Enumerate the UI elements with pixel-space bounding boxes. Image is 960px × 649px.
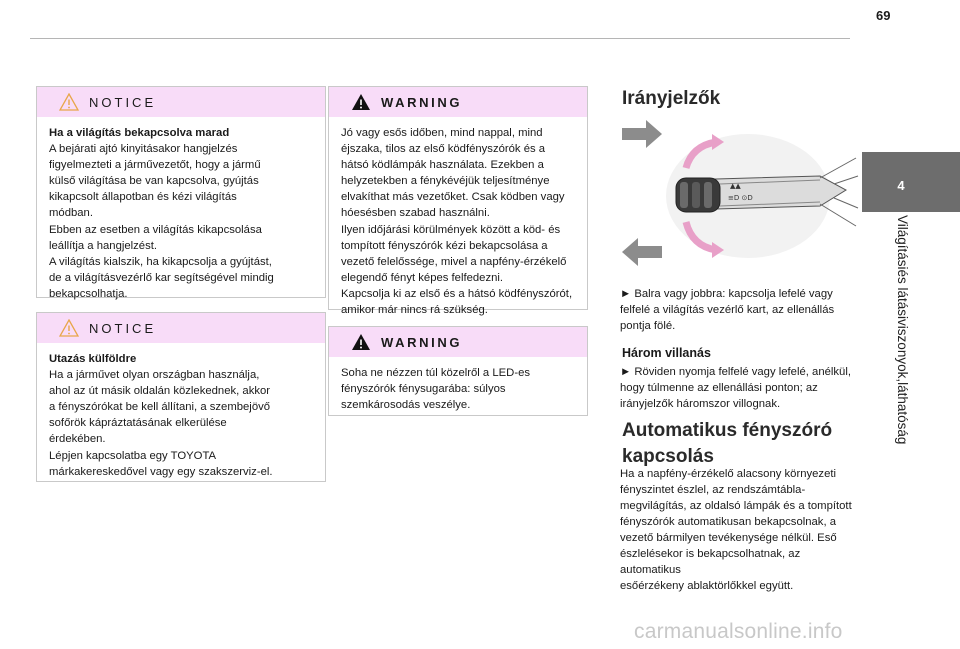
text-line: fényszórók automatikusan bekapcsolnak, a (620, 516, 837, 528)
right-arrow-icon (622, 120, 662, 148)
text-line: pontja fölé. (620, 320, 676, 332)
three-flashes-text (620, 364, 860, 412)
notice-box-lighting-left-on (36, 86, 326, 298)
top-rule (30, 38, 850, 39)
warning-box-fog-lights (328, 86, 588, 317)
text-line: felfelé a világítás vezérlő kart, az ellenállás (620, 304, 835, 316)
chapter-tab[interactable] (862, 152, 960, 212)
warning-triangle-icon (351, 93, 371, 111)
notice-title: Utazás külföldre (49, 353, 137, 365)
chapter-title: Világításiés látásiviszonyok,láthatóság (895, 215, 910, 445)
notice-body (37, 343, 325, 488)
warning-line: elvakíthat más vezetőket. Csak ködben vagy (341, 191, 565, 204)
svg-text:▲▲: ▲▲ (730, 182, 741, 190)
notice-line: ahol az út másik oldalán közlekednek, akkor (49, 385, 271, 398)
notice-line: Lépjen kapcsolatba egy TOYOTA (49, 449, 217, 462)
warning-line: elegendő fényt képes felfedezni. (341, 271, 504, 284)
warning-label: WARNING (381, 334, 463, 350)
auto-headlamps-heading (622, 418, 832, 470)
warning-line: hátsó ködlámpák használata. Ezekben a (341, 159, 544, 172)
notice-body (37, 117, 325, 310)
warning-line: Jó vagy esős időben, mind nappal, mind (341, 127, 543, 139)
warning-line: Soha ne nézzen túl közelről a LED-es (341, 367, 531, 379)
notice-label: NOTICE (89, 94, 157, 110)
turn-signals-heading: Irányjelzők (622, 88, 721, 109)
notice-line: kikapcsolt állapotban és kézi világítás (49, 191, 237, 204)
notice-line: sofőrök kápráztatásának elkerülése (49, 417, 227, 430)
warning-line: tompított fényszórók kézi bekapcsolása a (341, 239, 548, 252)
page-number: 69 (876, 8, 891, 23)
notice-line: A bejárati ajtó kinyitásakor hangjelzés (49, 143, 238, 156)
lighting-stalk-illustration (620, 118, 860, 278)
turn-signals-instruction (620, 286, 860, 334)
text-line: megvilágítás, az oldalsó lámpák és a tompított (620, 500, 852, 512)
svg-text:≡D ⊙D: ≡D ⊙D (728, 194, 753, 202)
notice-line: A világítás kialszik, ha kikapcsolja a gyújtást, (49, 255, 272, 268)
warning-line: Kapcsolja ki az első és a hátsó ködfényszórót, (341, 287, 573, 300)
notice-line: érdekében. (49, 433, 106, 446)
chapter-number: 4 (897, 178, 905, 193)
notice-box-travel-abroad (36, 312, 326, 482)
text-line: Ha a napfény-érzékelő alacsony környezeti (620, 468, 837, 480)
warning-triangle-icon (351, 333, 371, 351)
warning-body (329, 357, 587, 421)
notice-line: de a világításvezérlő kar segítségével mindig (49, 271, 274, 284)
notice-header (37, 313, 325, 343)
text-line: vezető bármilyen tevékenysége nélkül. Eső (620, 532, 837, 544)
warning-box-led-headlamps (328, 326, 588, 416)
text-line: észlelésekor is bekapcsolhatnak, az automatikus (620, 548, 801, 576)
caution-triangle-icon (59, 93, 79, 111)
text-line: fényszintet észlel, az rendszámtábla- (620, 484, 806, 496)
warning-body (329, 117, 587, 326)
warning-header (329, 87, 587, 117)
watermark: carmanualsonline.info (634, 620, 843, 643)
notice-title: Ha a világítás bekapcsolva marad (49, 127, 230, 139)
notice-line: figyelmezteti a járművezetőt, hogy a jármű (49, 159, 261, 172)
notice-line: márkakereskedővel vagy egy szakszerviz-el. (49, 465, 273, 478)
heading-line: kapcsolás (622, 446, 714, 467)
notice-line: bekapcsolhatja. (49, 287, 128, 300)
notice-line: leállítja a hangjelzést. (49, 239, 158, 252)
notice-line: külső világítása be van kapcsolva, gyújtás (49, 175, 259, 188)
warning-line: amikor már nincs rá szükség. (341, 304, 488, 317)
warning-line: Ilyen időjárási körülmények között a köd- és (341, 223, 561, 236)
warning-header (329, 327, 587, 357)
warning-line: helyzetekben a fénykévéjük teljesítménye (341, 175, 550, 188)
text-line: ► Röviden nyomja felfelé vagy lefelé, anélkül, (620, 366, 851, 378)
three-flashes-heading: Három villanás (622, 346, 711, 360)
notice-label: NOTICE (89, 320, 157, 336)
warning-line: vezető felelőssége, mivel a napfény-érzékelő (341, 255, 567, 268)
notice-line: Ha a járművet olyan országban használja, (49, 369, 260, 382)
warning-line: éjszaka, tilos az első ködfényszórók és a (341, 143, 546, 156)
notice-line: Ebben az esetben a világítás kikapcsolása (49, 223, 262, 236)
left-arrow-icon (622, 238, 662, 266)
text-line: irányjelzők háromszor villognak. (620, 398, 781, 410)
heading-line: Automatikus fényszóró (622, 420, 833, 441)
warning-line: hóesésben szabad használni. (341, 207, 490, 220)
auto-headlamps-text (620, 466, 860, 594)
text-line: ► Balra vagy jobbra: kapcsolja lefelé vagy (620, 288, 833, 300)
warning-line: szemkárosodás veszélye. (341, 399, 471, 412)
text-line: hogy túlmenne az ellenállási ponton; az (620, 382, 818, 394)
text-line: esőérzékeny ablaktörlőkkel együtt. (620, 580, 794, 592)
notice-line: a fényszórókat be kell állítani, a szembejövő (49, 401, 271, 414)
warning-label: WARNING (381, 94, 463, 110)
notice-line: módban. (49, 207, 93, 220)
warning-line: fényszórók fénysugarába: súlyos (341, 383, 506, 396)
caution-triangle-icon (59, 319, 79, 337)
notice-header (37, 87, 325, 117)
